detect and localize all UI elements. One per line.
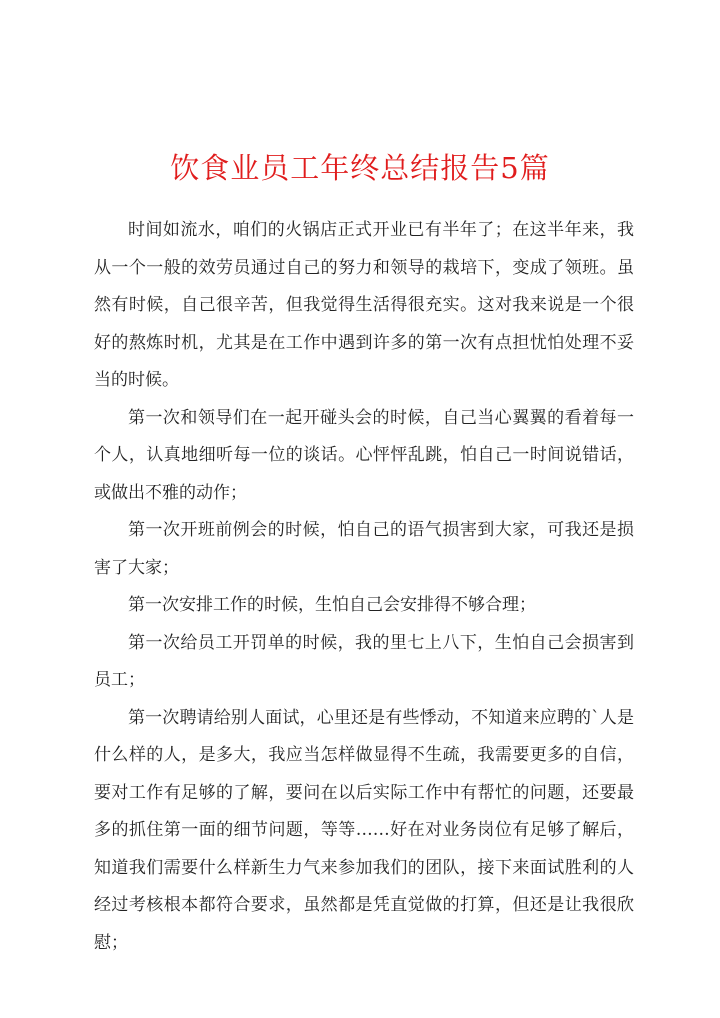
paragraph: 第一次开班前例会的时候，怕自己的语气损害到大家，可我还是损害了大家；: [94, 520, 634, 578]
paragraph: 第一次给员工开罚单的时候，我的里七上八下，生怕自己会损害到员工；: [94, 632, 634, 690]
paragraph: 时间如流水，咱们的火锅店正式开业已有半年了；在这半年来，我从一个一般的效劳员通过自己的努力和领导的栽培下，变成了领班。虽然有时候，自己很辛苦，但我觉得生活得很充实。这对我来说是一个很好的熬炼时机，尤其是在工作中遇到许多的第一次有点担忧怕处理不妥当的时候。: [94, 220, 634, 390]
paragraph: 第一次聘请给别人面试，心里还是有些悸动，不知道来应聘的`人是什么样的人，是多大，我应当怎样做显得不生疏，我需要更多的自信，要对工作有足够的了解，要问在以后实际工作中有帮忙的问题，还要最多的抓住第一面的细节问题，等等……好在对业务岗位有足够了解后，知道我们需要什么样新生力气来参加我们的团队，接下来面试胜利的人经过考核根本都符合要求，虽然都是凭直觉做的打算，但还是让我很欣慰；: [94, 707, 634, 953]
document-title: 饮食业员工年终总结报告5篇: [170, 151, 550, 185]
paragraph: 第一次安排工作的时候，生怕自己会安排得不够合理；: [128, 595, 536, 615]
document-body: [94, 212, 634, 962]
paragraph: 第一次和领导们在一起开碰头会的时候，自己当心翼翼的看着每一个人，认真地细听每一位的谈话。心怦怦乱跳，怕自己一时间说错话，或做出不雅的动作；: [94, 407, 634, 503]
